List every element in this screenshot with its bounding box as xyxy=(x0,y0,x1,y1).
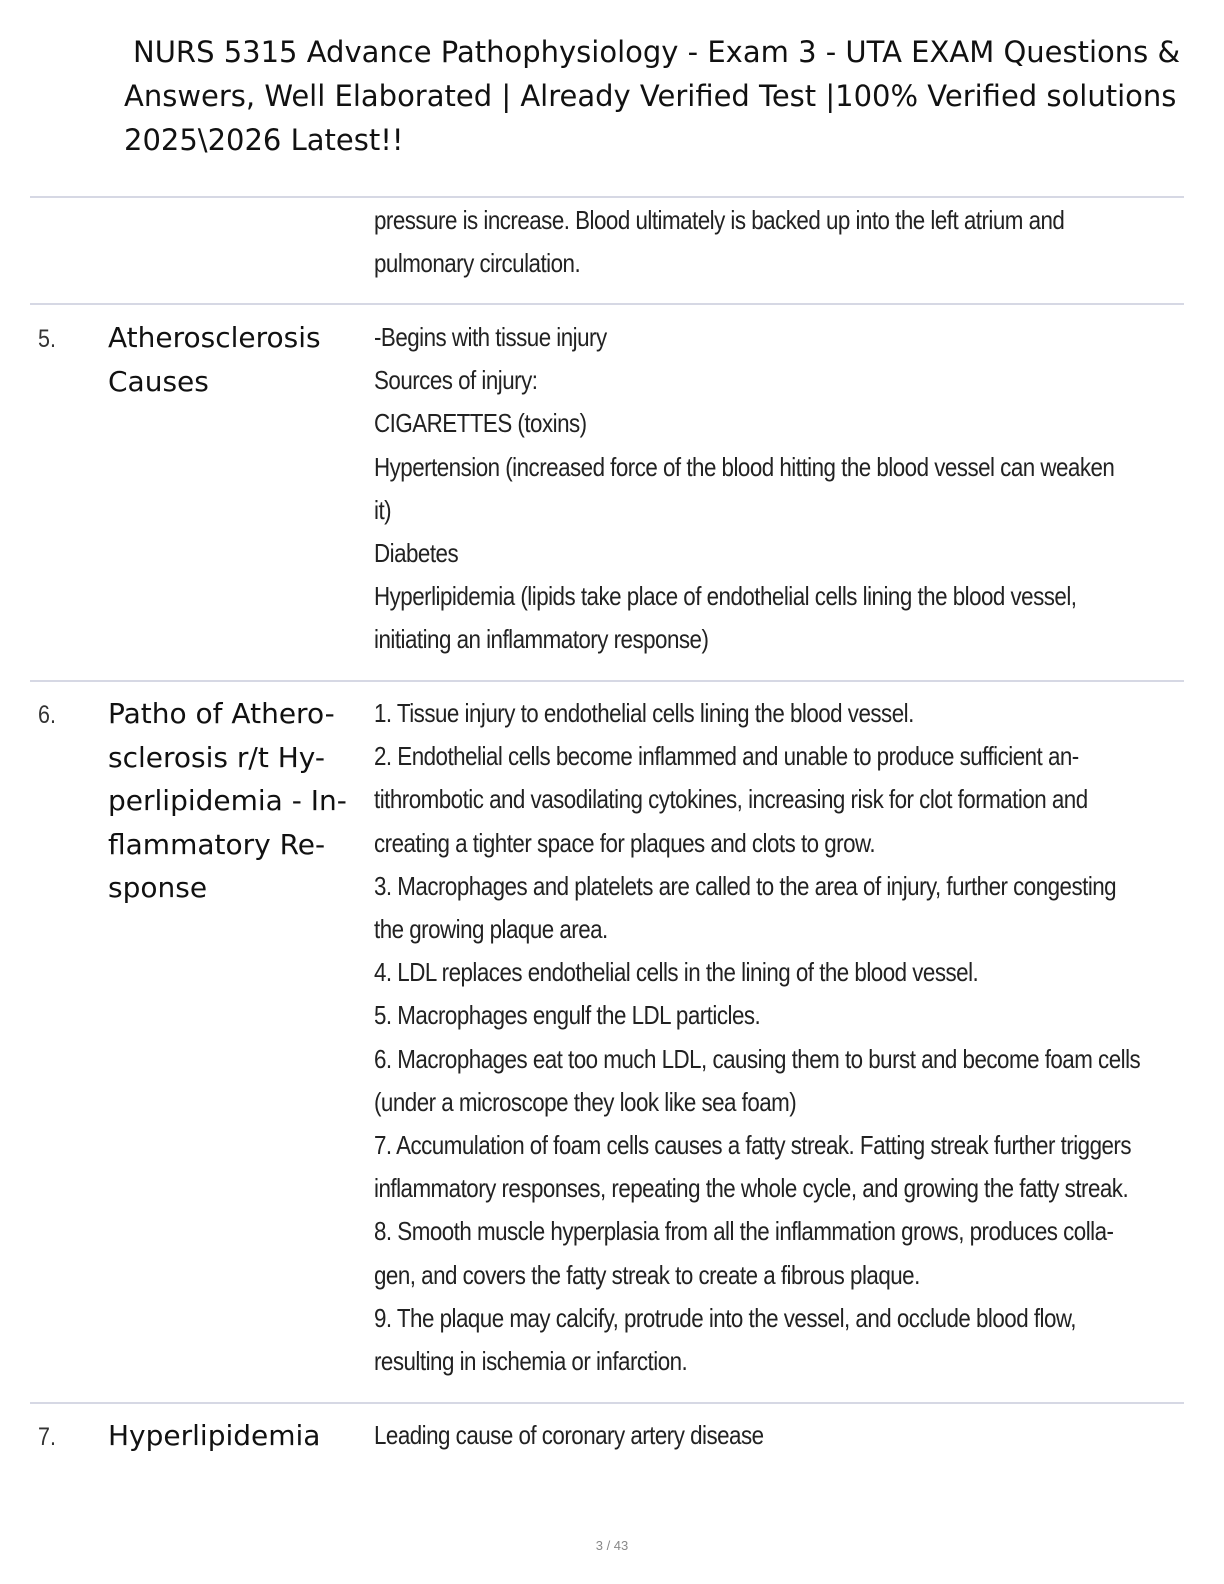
title-line-3: 2025\2026 Latest!! xyxy=(124,123,404,157)
answer-line: initiating an inflammatory response) xyxy=(374,624,709,655)
card-number: 5. xyxy=(38,325,56,353)
answer-line: 2. Endothelial cells become inflammed and unable to produce sufficient an- xyxy=(374,741,1079,772)
answer-line: creating a tighter space for plaques and clots to grow. xyxy=(374,827,876,858)
card-answer xyxy=(374,1414,1174,1457)
answer-line: 1. Tissue injury to endothelial cells lining the blood vessel. xyxy=(374,698,914,728)
answer-line: it) xyxy=(374,494,392,525)
answer-line: 9. The plaque may calcify, protrude into the vessel, and occlude blood flow, xyxy=(374,1302,1077,1333)
term-line: Hyperlipidemia xyxy=(108,1419,321,1452)
divider xyxy=(30,303,1184,305)
card-number: 6. xyxy=(38,701,56,729)
answer-line: tithrombotic and vasodilating cytokines, increasing risk for clot formation and xyxy=(374,784,1088,815)
answer-line: 4. LDL replaces endothelial cells in the lining of the blood vessel. xyxy=(374,957,979,988)
answer-line: CIGARETTES (toxins) xyxy=(374,408,587,439)
title-line-1: NURS 5315 Advance Pathophysiology - Exam 3 - UTA EXAM Questions & xyxy=(133,35,1181,69)
answer-line: the growing plaque area. xyxy=(374,914,608,945)
term-line: Causes xyxy=(108,364,209,398)
answer-line: inflammatory responses, repeating the whole cycle, and growing the fatty streak. xyxy=(374,1173,1129,1204)
divider xyxy=(30,1402,1184,1404)
term-line: flammatory Re- xyxy=(108,827,326,861)
answer-line: 8. Smooth muscle hyperplasia from all the inflammation grows, produces colla- xyxy=(374,1216,1114,1247)
divider xyxy=(30,196,1184,198)
answer-line: Diabetes xyxy=(374,538,459,569)
card-term xyxy=(108,316,370,403)
page-number: 3 / 43 xyxy=(595,1538,629,1553)
answer-line: 3. Macrophages and platelets are called to the area of injury, further congesting xyxy=(374,870,1117,901)
answer-line: pressure is increase. Blood ultimately is backed up into the left atrium and xyxy=(374,205,1065,235)
answer-line: -Begins with tissue injury xyxy=(374,322,607,352)
continued-answer xyxy=(374,199,1174,285)
term-line: Patho of Athero- xyxy=(108,697,335,730)
card-answer xyxy=(374,316,1174,662)
answer-line: Leading cause of coronary artery disease xyxy=(374,1420,764,1450)
card-number: 7. xyxy=(38,1423,56,1451)
answer-line: gen, and covers the fatty streak to create a fibrous plaque. xyxy=(374,1259,920,1290)
answer-line: pulmonary circulation. xyxy=(374,248,581,279)
card-term xyxy=(108,1414,370,1458)
answer-line: Hypertension (increased force of the blood hitting the blood vessel can weaken xyxy=(374,451,1115,482)
answer-line: resulting in ischemia or infarction. xyxy=(374,1346,688,1377)
card-term xyxy=(108,692,370,910)
term-line: perlipidemia - In- xyxy=(108,784,347,817)
answer-line: (under a microscope they look like sea foam) xyxy=(374,1086,797,1117)
answer-line: Sources of injury: xyxy=(374,365,538,396)
divider xyxy=(30,680,1184,682)
answer-line: Hyperlipidemia (lipids take place of endothelial cells lining the blood vessel, xyxy=(374,581,1077,612)
term-line: sclerosis r/t Hy- xyxy=(108,740,325,774)
term-line: sponse xyxy=(108,871,208,904)
answer-line: 7. Accumulation of foam cells causes a fatty streak. Fatting streak further triggers xyxy=(374,1130,1132,1161)
answer-line: 6. Macrophages eat too much LDL, causing them to burst and become foam cells xyxy=(374,1043,1141,1074)
document-title xyxy=(124,30,1214,162)
answer-line: 5. Macrophages engulf the LDL particles. xyxy=(374,1000,761,1031)
card-answer xyxy=(374,692,1174,1383)
title-line-2: Answers, Well Elaborated | Already Verified Test |100% Verified solutions xyxy=(124,79,1177,113)
term-line: Atherosclerosis xyxy=(108,321,321,354)
